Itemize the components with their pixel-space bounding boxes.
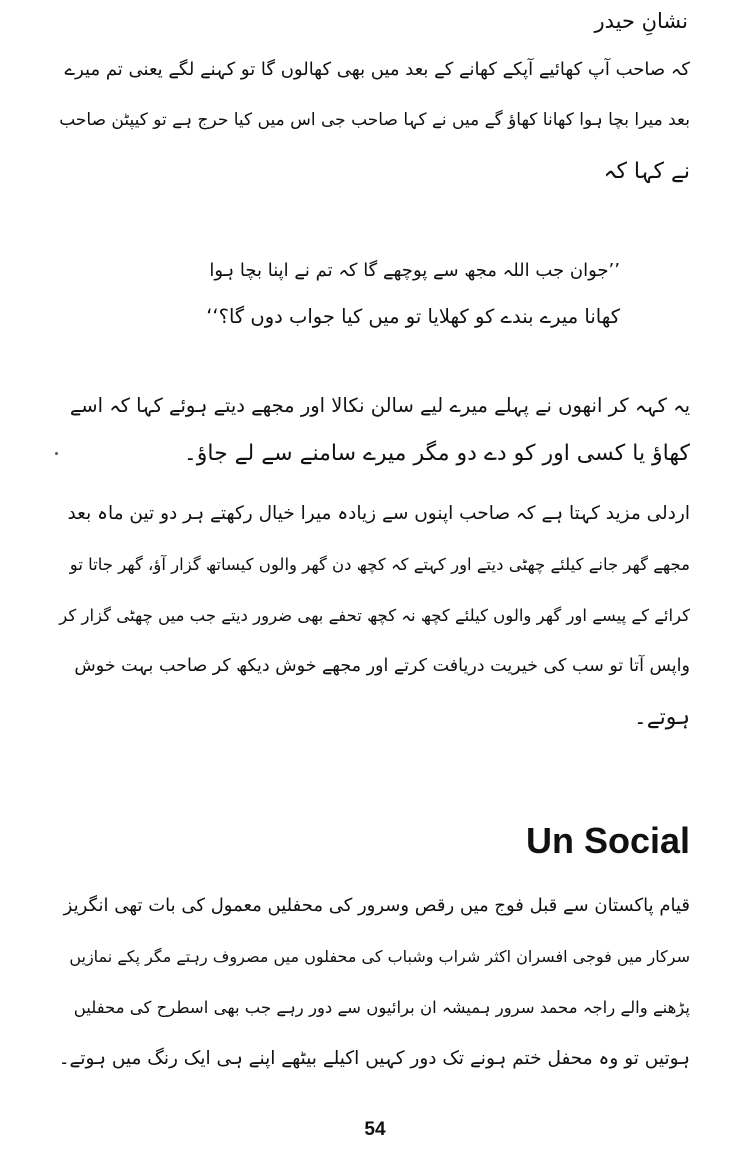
text-line: واپس آتا تو سب کی خیریت دریافت کرتے اور مجھے خوش دیکھ کر صاحب بہت خوش [74,656,690,676]
section-heading: Un Social [525,820,690,861]
quote-line: ’’جوان جب اللہ مجھ سے پوچھے گا کہ تم نے اپنا بچا ہوا [209,260,620,281]
text-line: ہوتے۔ [633,705,690,730]
block-quote [200,248,620,340]
scan-speck [55,452,58,455]
text-line: ہوتیں تو وہ محفل ختم ہونے تک دور کہیں اکیلے بیٹھے اپنے ہی ایک رنگ میں ہوتے۔ [58,1048,690,1069]
text-line: سرکار میں فوجی افسران اکثر شراب وشباب کی محفلوں میں مصروف رہتے مگر پکے نمازیں [69,947,690,966]
running-header: نشانِ حیدر [594,9,688,33]
text-line: کھاؤ یا کسی اور کو دے دو مگر میرے سامنے سے لے جاؤ۔ [183,441,690,466]
text-line: کرائے کے پیسے اور گھر والوں کیلئے کچھ نہ کچھ تحفے بھی ضرور دیتے جب میں چھٹی گزار کر [59,606,690,625]
text-line: پڑھنے والے راجہ محمد سرور ہمیشہ ان برائیوں سے دور رہے جب بھی اسطرح کی محفلیں [73,998,690,1017]
page-number: 54 [364,1119,386,1140]
paragraph-curry [58,382,690,478]
quote-line: کھانا میرے بندے کو کھلایا تو میں کیا جواب دوں گا؟‘‘ [206,305,620,328]
paragraph-orderly [58,488,690,743]
paragraph-continued [58,44,690,197]
text-line: بعد میرا بچا ہوا کھانا کھاؤ گے میں نے کہا صاحب جی اس میں کیا حرج ہے تو کیپٹن صاحب [59,110,690,130]
text-line: مجھے گھر جانے کیلئے چھٹی دیتے اور کہتے کہ کچھ دن گھر والوں کیساتھ گزار آؤ، گھر جاتا تو [69,555,690,574]
text-line: قیام پاکستان سے قبل فوج میں رقص وسرور کی محفلیں معمول کی بات تھی انگریز [63,895,690,916]
text-line: اردلی مزید کہتا ہے کہ صاحب اپنوں سے زیادہ میرا خیال رکھتے ہر دو تین ماہ بعد [67,503,690,524]
text-line: یہ کہہ کر انھوں نے پہلے میرے لیے سالن نکالا اور مجھے دیتے ہوئے کہا کہ اسے [69,394,690,417]
text-line: نے کہا کہ [603,159,690,184]
paragraph-unsocial [58,880,690,1084]
text-line: کہ صاحب آپ کھائیے آپکے کھانے کے بعد میں بھی کھالوں گا تو کہنے لگے یعنی تم میرے [64,59,690,80]
